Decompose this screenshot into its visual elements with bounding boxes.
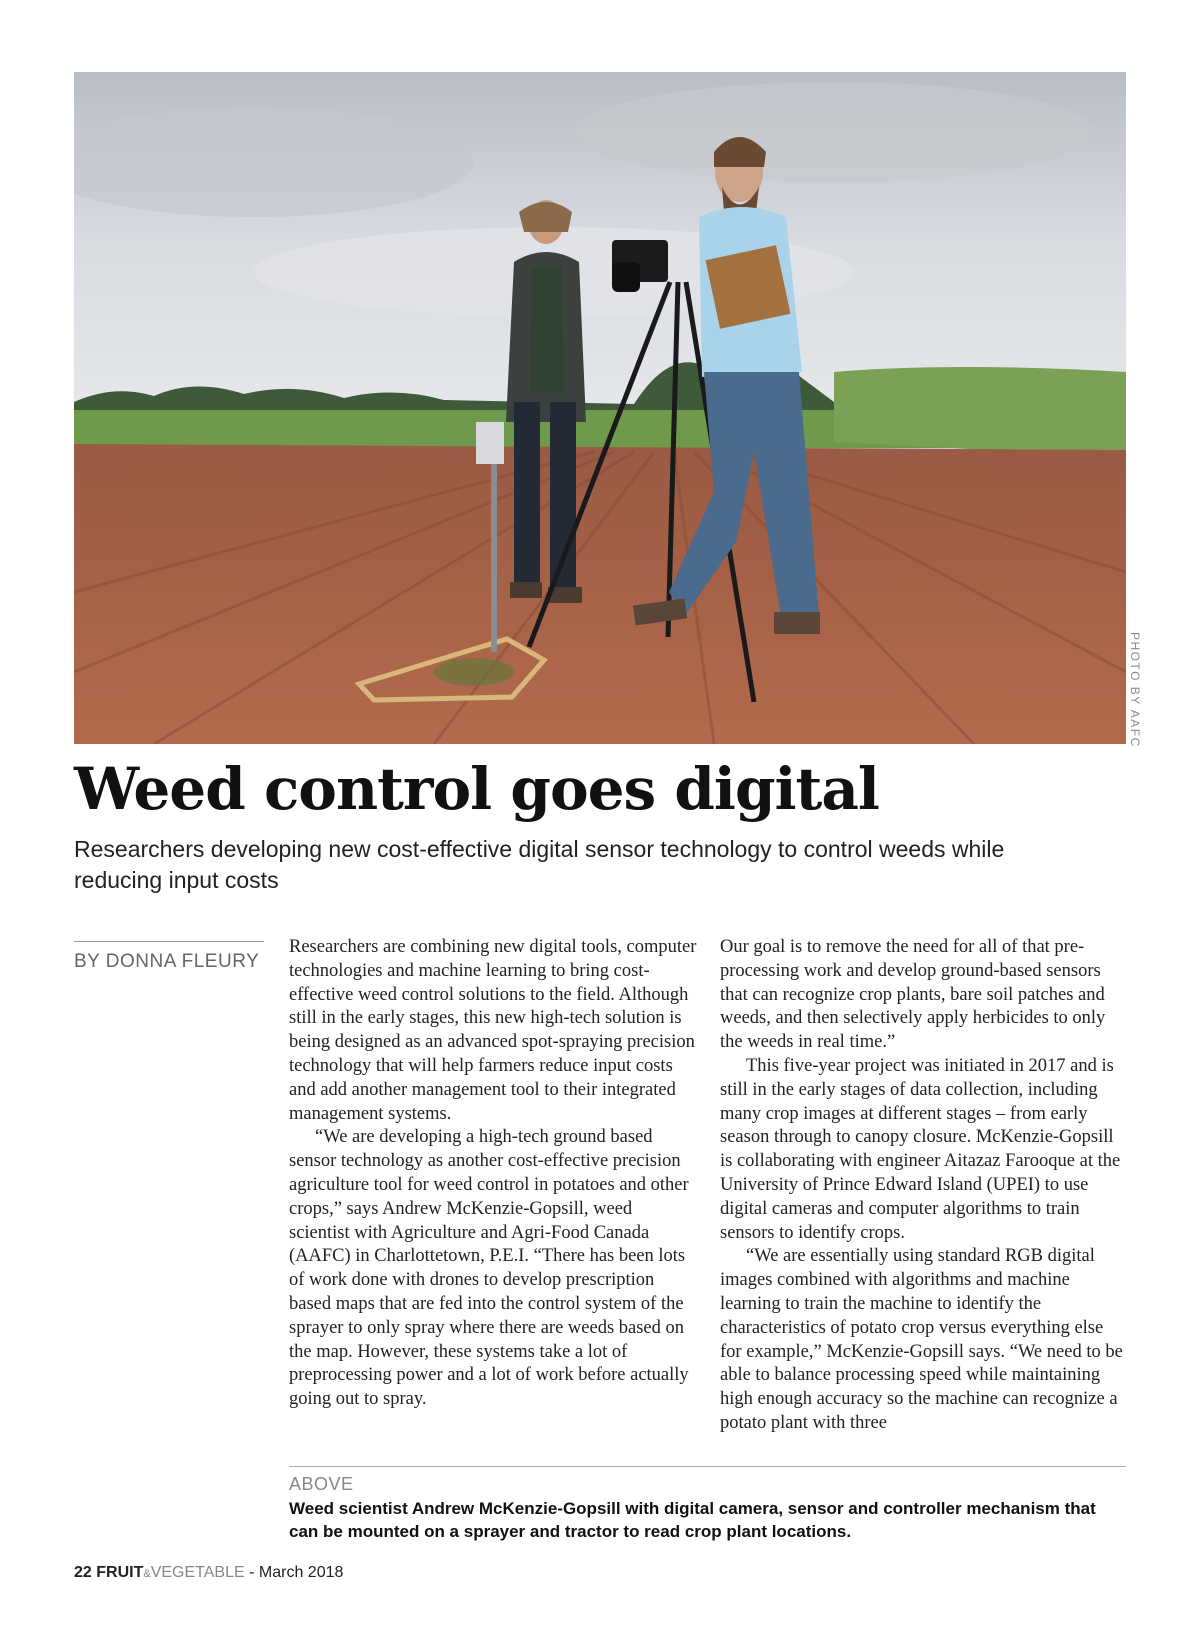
- photo-credit: PHOTO BY AAFC: [1128, 632, 1142, 748]
- byline-rule: [74, 941, 264, 942]
- feature-photo: [74, 72, 1126, 744]
- caption-label: ABOVE: [289, 1474, 354, 1494]
- body-paragraph: “We are essentially using standard RGB digital images combined with algorithms and machine learning to train the machine to identify the characteristics of potato crop versus everything else for example,” McKenzie-Gopsill says. “We need to be able to balance processing speed while maintaining high enough accuracy so the machine can recognize a potato plant with three: [720, 1246, 1123, 1433]
- body-paragraph: “We are developing a high-tech ground based sensor technology as another cost-effective precision agriculture tool for weed control in potatoes and other crops,” says Andrew McKenzie-Gopsill, weed scientist with Agriculture and Agri-Food Canada (AAFC) in Charlottetown, P.E.I. “There has been lots of work done with drones to develop prescription based maps that are fed into the control system of the sprayer to only spray where there are weeds based on the map. However, these systems take a lot of preprocessing power and a lot of work before actually going out to spray.: [289, 1127, 689, 1410]
- body-paragraph: Researchers are combining new digital tools, computer technologies and machine learning to bring cost-effective weed control solutions to the field. Although still in the early stages, this new high-tech solution is being designed as an advanced spot-spraying precision technology that will help farmers reduce input costs and add another management tool to their integrated management systems.: [289, 937, 697, 1124]
- body-column-2: [720, 936, 1128, 1436]
- footer-separator: -: [244, 1564, 259, 1581]
- body-column-1: [289, 936, 697, 1412]
- page-footer: [74, 1564, 343, 1582]
- body-paragraph: This five-year project was initiated in 2017 and is still in the early stages of data collection, including many crop images at different stages – from early season through to canopy closure. McKenzie-Gopsill is collaborating with engineer Aitazaz Farooque at the University of Prince Edward Island (UPEI) to use digital cameras and computer algorithms to train sensors to identify crops.: [720, 1055, 1121, 1243]
- page-number: 22: [74, 1564, 92, 1581]
- photo-caption: Weed scientist Andrew McKenzie-Gopsill with digital camera, sensor and controller mechanism that can be mounted on a sprayer and tractor to read crop plant locations.: [289, 1499, 1096, 1541]
- article-byline: BY DONNA FLEURY: [74, 951, 260, 972]
- magazine-name-part1: FRUIT: [96, 1564, 144, 1581]
- magazine-ampersand: &: [143, 1568, 151, 1580]
- field-researchers-illustration: [74, 72, 1126, 744]
- body-paragraph: Our goal is to remove the need for all of that pre-processing work and develop ground-based sensors that can recognize crop plants, bare soil patches and weeds, and then selectively apply herbicides to only the weeds in real time.”: [720, 937, 1106, 1053]
- magazine-name-part2: VEGETABLE: [150, 1564, 245, 1581]
- caption-rule: [289, 1466, 1126, 1467]
- issue-date: March 2018: [258, 1564, 344, 1581]
- article-deck: Researchers developing new cost-effective digital sensor technology to control weeds while reducing input costs: [74, 836, 1005, 893]
- article-headline: Weed control goes digital: [74, 755, 879, 823]
